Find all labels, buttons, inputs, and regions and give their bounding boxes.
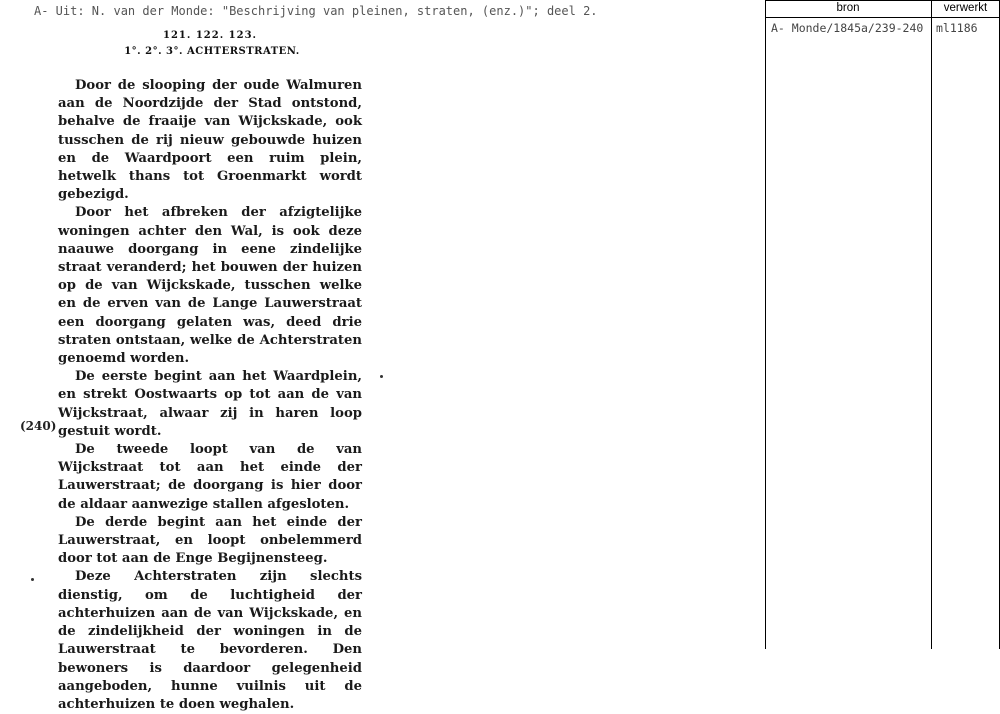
cell-bron: A- Monde/1845a/239-240 xyxy=(771,21,924,35)
stray-dot xyxy=(380,375,383,378)
paragraph: Deze Achterstraten zijn slechts dienstig, om de luchtigheid der achterhuizen aan de van Wijckskade, en de zindelijkheid der woningen in de Lauwerstraat te bevorderen. Den bewoners is daardoor gelegenheid aangeboden, hunne vuilnis uit de achterhuizen te doen weghalen. xyxy=(58,569,362,712)
column-header-verwerkt: verwerkt xyxy=(943,2,988,14)
paragraph: De derde begint aan het einde der Lauwerstraat, en loopt onbelemmerd door tot aan de Enge Begijnensteeg. xyxy=(58,514,362,567)
paragraph: Door de slooping der oude Walmuren aan de Noordzijde der Stad ontstond, behalve de fraaije van Wijckskade, ook tusschen de rij nieuw gebouwde huizen en de Waardpoort een ruim plein, hetwelk thans tot Groenmarkt wordt gebezigd. xyxy=(58,78,362,203)
section-title: 1°. 2°. 3°. ACHTERSTRATEN. xyxy=(124,46,300,57)
cell-verwerkt: ml1186 xyxy=(936,21,978,35)
table-divider xyxy=(931,0,932,649)
margin-page-note: (240) xyxy=(20,419,57,433)
column-header-bron: bron xyxy=(836,2,860,14)
paragraph: De tweede loopt van de van Wijckstraat tot aan het einde der Lauwerstraat; de doorgang is hier door de aldaar aanwezige stallen afgesloten. xyxy=(58,442,362,512)
body-text xyxy=(58,77,362,714)
paragraph: De eerste begint aan het Waardplein, en strekt Oostwaarts op tot aan de van Wijckstraat, alwaar zij in haren loop gestuit wordt. xyxy=(58,369,362,439)
index-table xyxy=(765,0,1000,649)
paragraph: Door het afbreken der afzigtelijke woningen achter den Wal, is ook deze naauwe doorgang in eene zindelijke straat veranderd; het bouwen der huizen op de van Wijckskade, tusschen welke en de erven van de Lange Lauwerstraat een doorgang gelaten was, deed drie straten ontstaan, welke de Achterstraten genoemd worden. xyxy=(58,205,362,367)
stray-dot xyxy=(31,578,34,581)
table-border-left xyxy=(765,0,766,649)
table-top-rule xyxy=(765,0,1000,1)
table-header-rule xyxy=(765,17,1000,18)
page-numbers: 121. 122. 123. xyxy=(162,30,258,41)
source-header: A- Uit: N. van der Monde: "Beschrijving van pleinen, straten, (enz.)"; deel 2. xyxy=(34,4,598,18)
